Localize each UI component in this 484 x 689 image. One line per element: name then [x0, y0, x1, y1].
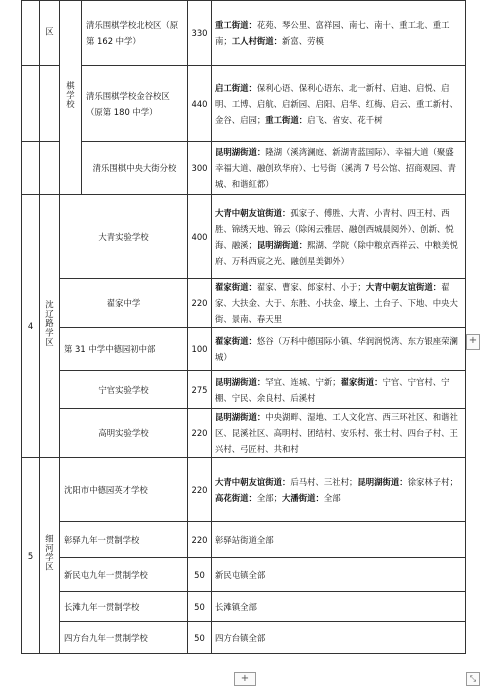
school-name: 翟家中学 [60, 279, 188, 328]
table-row [22, 558, 466, 592]
table-row [22, 592, 466, 622]
capacity: 220 [188, 409, 212, 458]
row-number: 5 [22, 458, 40, 654]
street-name: 翟家街道： [340, 376, 383, 387]
school-name: 大青实验学校 [60, 195, 188, 279]
area-text: 罕宜、连城、宁新； [265, 376, 341, 387]
street-name: 大青中朝友谊街道： [215, 207, 291, 218]
table-row [22, 66, 466, 142]
school-name: 新民屯九年一贯制学校 [60, 558, 188, 592]
street-name: 大潘街道： [282, 492, 324, 503]
table-row [22, 195, 466, 279]
area-text: 全部； [256, 492, 282, 503]
service-area [212, 279, 466, 328]
street-name: 大青中朝友谊街道： [365, 282, 442, 292]
area-text: 中央湖畔、湿地、工人文化宫、西三环社区、和谐社区、昆溪社区、高明村、团结村、安乐村、张士村、四台子村、王兴村、弓匠村、共和村 [215, 412, 458, 454]
service-area [212, 522, 466, 558]
service-area [212, 558, 466, 592]
row-number [22, 142, 40, 195]
service-area [212, 195, 466, 279]
area-text: 四方台镇全部 [215, 632, 266, 643]
school-name: 清乐围棋学校金谷校区（原第 180 中学） [82, 66, 188, 142]
table-row [22, 279, 466, 328]
area-text: 孤家子、傅胜、大青、小青村、四王村、西胜、锦绣天地、锦云（除闲云雅居、融创西城晨阅外）、创新、悦海、融溪； [215, 207, 454, 250]
area-text: 宁官、宁官村、宁棚、宁民、余良村、后溪村 [215, 376, 450, 403]
district-cell: 细河学区 [40, 458, 60, 654]
school-district-table [21, 0, 466, 654]
add-row-button[interactable]: + [234, 672, 256, 686]
area-text: 保利心语、保利心语东、北一新村、启迪、启悦、启明、工博、启航、启新园、启阳、启华、红梅、启云、重工新村、金谷、启园； [215, 82, 458, 125]
table-row [22, 328, 466, 371]
street-name: 昆明湖街道： [256, 239, 308, 250]
area-text: 徐家林子村； [407, 476, 458, 487]
capacity: 100 [188, 328, 212, 371]
school-name: 清乐围棋中央大街分校 [82, 142, 188, 195]
school-name: 宁官实验学校 [60, 371, 188, 409]
area-text: 全部 [323, 492, 341, 503]
service-area [212, 66, 466, 142]
capacity: 300 [188, 142, 212, 195]
capacity: 400 [188, 195, 212, 279]
area-text: 彰驿站街道全部 [215, 534, 274, 545]
area-text: 悠谷（万科中德国际小镇、华润润悦湾、东方银座荣澜城） [215, 336, 458, 362]
table-row [22, 142, 466, 195]
capacity: 440 [188, 66, 212, 142]
street-name: 大青中朝友谊街道： [215, 476, 291, 487]
capacity: 330 [188, 1, 212, 66]
street-name: 翟家街道： [215, 282, 257, 292]
table-row [22, 1, 466, 66]
area-text: 翟家、曹家、郎家村、小于； [256, 282, 366, 292]
street-name: 高花街道： [215, 492, 257, 503]
school-name: 高明实验学校 [60, 409, 188, 458]
street-name: 启工街道： [215, 82, 257, 93]
capacity: 220 [188, 279, 212, 328]
school-name: 清乐围棋学校北校区（原第 162 中学） [82, 1, 188, 66]
area-text: 花苑、琴公里、富祥园、南七、南十、重工北、重工南； [215, 20, 450, 46]
table-row [22, 371, 466, 409]
area-text: 启飞、省安、花千树 [307, 114, 383, 125]
service-area [212, 622, 466, 654]
school-name: 第 31 中学中德园初中部 [60, 328, 188, 371]
street-name: 昆明湖街道： [215, 376, 266, 387]
district-cell [40, 142, 60, 195]
table-row [22, 409, 466, 458]
capacity: 50 [188, 558, 212, 592]
add-column-button[interactable]: + [466, 334, 480, 350]
street-name: 昆明湖街道： [357, 476, 408, 487]
capacity: 50 [188, 622, 212, 654]
street-name: 重工街道： [265, 114, 308, 125]
service-area [212, 328, 466, 371]
street-name: 昆明湖街道： [215, 412, 266, 422]
district-cell [40, 66, 60, 142]
service-area [212, 409, 466, 458]
school-name: 沈阳市中德园英才学校 [60, 458, 188, 522]
school-name-continuation: 棋学校 [60, 1, 82, 195]
service-area [212, 371, 466, 409]
table-row [22, 458, 466, 522]
school-name: 彰驿九年一贯制学校 [60, 522, 188, 558]
street-name: 重工街道： [215, 20, 257, 30]
table-row [22, 622, 466, 654]
row-number [22, 1, 40, 66]
school-name: 长滩九年一贯制学校 [60, 592, 188, 622]
area-text: 后马村、三社村； [290, 476, 358, 487]
service-area [212, 592, 466, 622]
capacity: 275 [188, 371, 212, 409]
area-text: 隆湖（溪湾澜庭、新湖青蓝国际）、幸福大道（聚盛幸福大道、融创玖华府）、七号街（溪湾 7 号公馆、招商观园、青城、和谐紅都） [215, 147, 456, 189]
district-cell: 区 [40, 1, 60, 66]
area-text: 翟家、大扶金、大于、东胜、小扶金、壕上、土台子、下地、中央大街、景南、春天里 [215, 282, 458, 324]
street-name: 昆明湖街道： [215, 147, 266, 157]
capacity: 220 [188, 522, 212, 558]
table-row [22, 522, 466, 558]
area-text: 熙湖、学院（除中粮京西祥云、中粮美悦府、万科西宸之光、融创星美御外） [215, 239, 458, 266]
area-text: 新民屯镇全部 [215, 569, 266, 580]
area-text: 新富、劳模 [282, 36, 324, 46]
service-area [212, 458, 466, 522]
school-name: 四方台九年一贯制学校 [60, 622, 188, 654]
service-area [212, 142, 466, 195]
street-name: 工人村街道： [231, 36, 282, 46]
capacity: 50 [188, 592, 212, 622]
area-text: 长滩镇全部 [215, 601, 257, 612]
resize-handle-icon[interactable]: ⤡ [466, 672, 480, 686]
street-name: 翟家街道： [215, 336, 257, 346]
document-page [21, 0, 465, 654]
district-cell: 沈辽路学区 [40, 195, 60, 458]
service-area [212, 1, 466, 66]
row-number: 4 [22, 195, 40, 458]
capacity: 220 [188, 458, 212, 522]
row-number [22, 66, 40, 142]
